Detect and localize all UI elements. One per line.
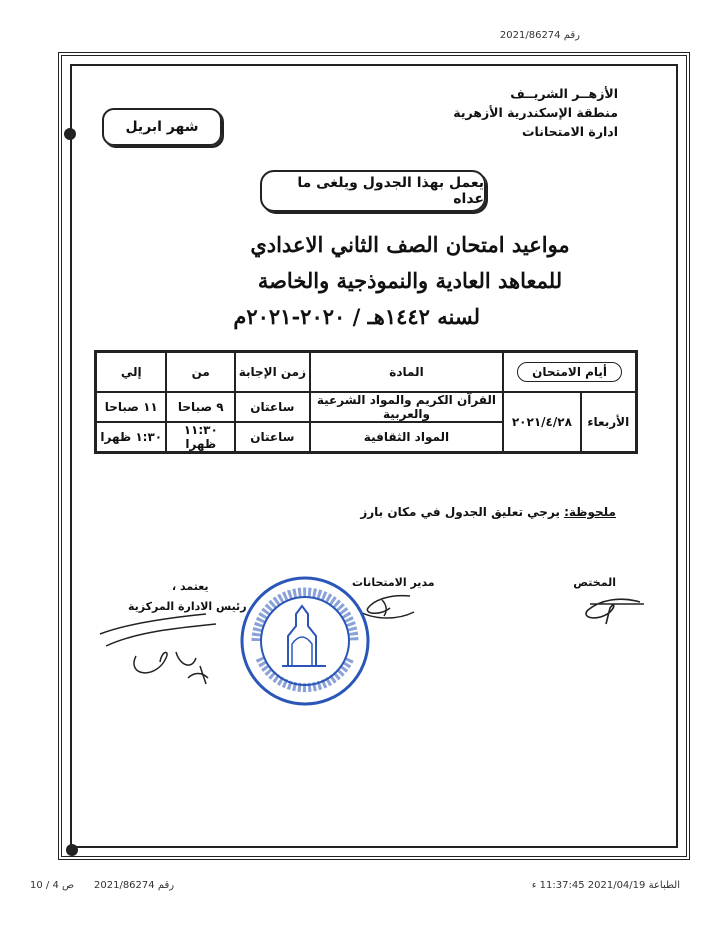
letterhead xyxy=(453,84,618,141)
binder-hole xyxy=(64,128,76,140)
note-text: يرجي تعليق الجدول في مكان بارز xyxy=(360,505,560,519)
central-head-signature xyxy=(96,606,226,686)
header-day: أيام الامتحان xyxy=(517,362,622,382)
director-label: مدير الامتحانات xyxy=(352,576,435,589)
table-header-row xyxy=(96,352,636,392)
letterhead-line2: منطقة الإسكندرية الأزهرية xyxy=(453,105,618,120)
header-subject: المادة xyxy=(389,365,424,379)
from-cell: ١١:٣٠ ظهرا xyxy=(166,422,235,452)
header-subject-cell xyxy=(310,352,504,392)
subject-cell: المواد الثقافية xyxy=(310,422,504,452)
specialist-signature xyxy=(570,588,650,628)
title-line2: للمعاهد العادية والنموذجية والخاصة xyxy=(257,268,563,293)
title-line1: مواعيد امتحان الصف الثاني الاعدادي xyxy=(250,232,570,257)
footer-reference: رقم 2021/86274 xyxy=(94,880,175,891)
duration-cell: ساعتان xyxy=(235,422,310,452)
footer-print-date: الطباعة 2021/04/19 11:37:45 ﺀ xyxy=(531,880,680,891)
from-cell: ٩ صباحا xyxy=(166,392,235,422)
header-to: إلي xyxy=(120,365,142,379)
to-cell: ١١ صباحا xyxy=(96,392,166,422)
notice-text: يعمل بهذا الجدول ويلغى ما عداه xyxy=(297,175,484,207)
notice-box xyxy=(260,170,486,212)
header-duration: زمن الإجابة xyxy=(238,365,307,379)
note xyxy=(360,505,616,519)
month-label xyxy=(102,108,222,146)
header-from: من xyxy=(191,365,210,379)
header-from-cell xyxy=(166,352,235,392)
approve-label: يعتمد ، xyxy=(172,580,209,593)
note-label: ملحوظة: xyxy=(564,505,616,519)
header-day-cell xyxy=(503,352,636,392)
month-label-text: شهر ابريل xyxy=(125,119,199,135)
subject-cell: القرآن الكريم والمواد الشرعية والعربية xyxy=(310,392,504,422)
footer-page-number: ص 4 / 10 xyxy=(30,880,75,891)
exam-schedule-table xyxy=(94,350,638,454)
header-duration-cell xyxy=(235,352,310,392)
central-head-label: رئيس الادارة المركزية xyxy=(128,600,247,613)
binder-hole xyxy=(66,844,78,856)
header-to-cell xyxy=(96,352,166,392)
to-cell: ١:٣٠ ظهرا xyxy=(96,422,166,452)
day-cell: الأربعاء xyxy=(581,392,636,452)
official-seal xyxy=(238,574,372,708)
duration-cell: ساعتان xyxy=(235,392,310,422)
letterhead-line3: ادارة الامتحانات xyxy=(522,124,618,139)
top-reference-number: رقم 2021/86274 xyxy=(499,30,580,41)
date-cell: ٢٠٢١/٤/٢٨ xyxy=(503,392,580,452)
letterhead-line1: الأزهــر الشريــف xyxy=(510,86,618,101)
specialist-label: المختص xyxy=(573,576,616,589)
table-row xyxy=(96,392,636,422)
title-line3: لسنه ١٤٤٢هـ / ٢٠٢٠-٢٠٢١م xyxy=(233,304,480,329)
